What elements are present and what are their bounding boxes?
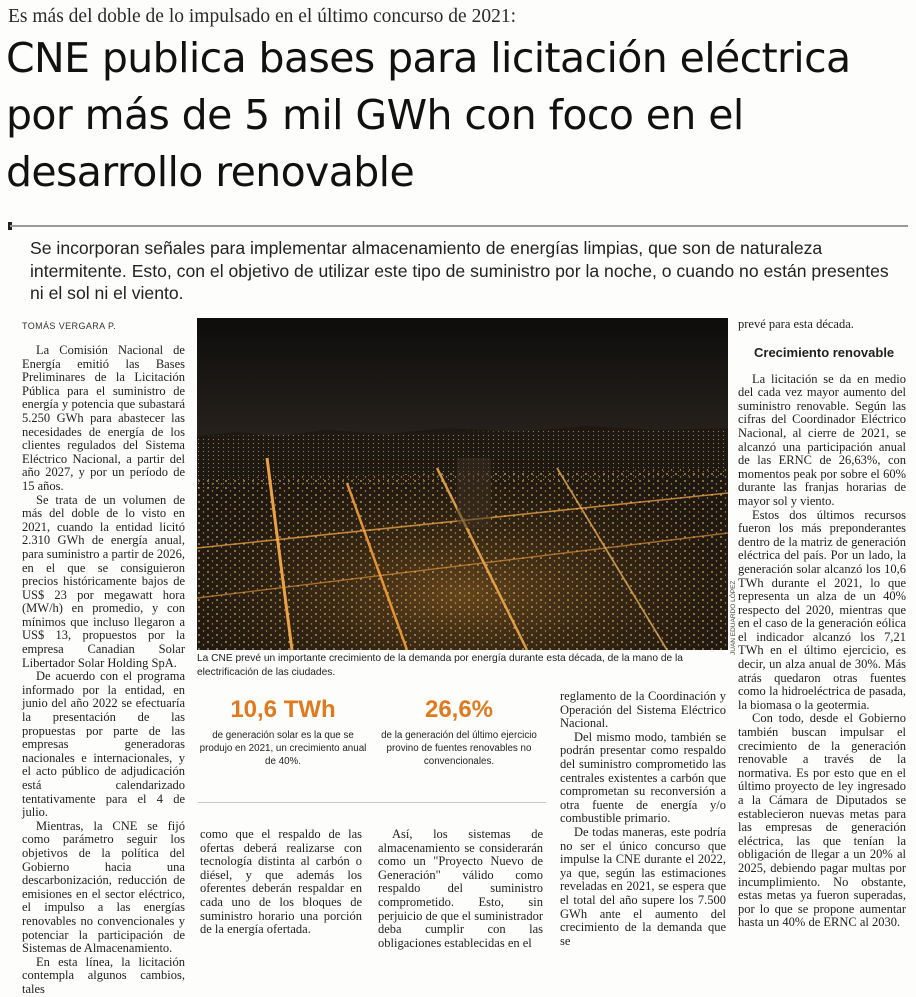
paragraph: La Comisión Nacional de Energía emitió las Bases Preliminares de la Licitación Pública para el suministro de energía y potencia que subastará 5.250 GWh para abastecer las necesidades de energía de los clientes regulados del Sistema Eléctrico Nacional, a partir del año 2027, y por un período de 15 años. <box>22 343 185 493</box>
paragraph: Mientras, la CNE se fijó como parámetro seguir los objetivos de la política del Gobierno hacia una descarbonización, reducción de emisiones en el sector eléctrico, el impulso a las energías renovables no convencionales y potenciar la participación de Sistemas de Almacenamiento. <box>22 818 185 956</box>
paragraph: Estos dos últimos recursos fueron los más preponderantes dentro de la matriz de generación eléctrica del país. Por un lado, la generación solar alcanzó los 10,6 TWh durante el 2021, lo que representa un alza de un 40% respecto del 2020, mientras que en el caso de la generación eólica el indicador alcanzó los 7,21 TWh en el último ejercicio, es decir, un alza anual de 30%. Más atrás quedaron otras fuentes como la hidroeléctrica de pasada, la biomasa o la geotermia. <box>738 507 906 712</box>
stat-solar <box>198 693 368 768</box>
article-headline: CNE publica bases para licitación eléctrica por más de 5 mil GWh con foco en el desarrollo renovable <box>6 34 851 196</box>
byline: TOMÁS VERGARA P. <box>22 321 117 331</box>
paragraph: De acuerdo con el programa informado por la entidad, en junio del año 2022 se efectuaría la presentación de las propuestas por parte de las empresas generadoras nacionales e internacionales, y el acto público de adjudicación está calendarizado tentativamente para el 4 de julio. <box>22 669 185 820</box>
city-night-photo-illustration <box>197 318 728 650</box>
paragraph: Se trata de un volumen de más del doble de lo visto en 2021, cuando la entidad licitó 2.310 GWh de energía anual, para suministro a partir de 2026, en el que se consiguieron precios históricamente bajos de US$ 23 por megawatt hora (MW/h) en promedio, y con mínimos que incluso llegaron a US$ 13, propuestos por la empresa Canadian Solar Libertador Solar Holding SpA. <box>22 492 185 670</box>
paragraph: reglamento de la Coordinación y Operación del Sistema Eléctrico Nacional. <box>560 689 726 731</box>
section-subhead: Crecimiento renovable <box>754 344 895 360</box>
paragraph: prevé para esta década. <box>738 317 854 331</box>
stat-value: 10,6 TWh <box>230 696 336 723</box>
stat-value: 26,6% <box>424 696 494 723</box>
column-4 <box>560 690 726 948</box>
paragraph: La licitación se da en medio del cada vez mayor aumento del suministro renovable. Según las cifras del Coordinador Eléctrico Nacional, al cierre de 2021, se alcanzó una participación anual de las ERNC de 26,63%, con momentos peak por sobre el 60% durante las franjas horarias de mayor sol y viento. <box>738 371 906 508</box>
stat-label: de generación solar es la que se produjo en 2021, un crecimiento anual de 40%. <box>199 730 367 767</box>
headline-divider <box>10 225 908 227</box>
city-night-photo <box>197 318 728 650</box>
paragraph: Así, los sistemas de almacenamiento se considerarán como un "Proyecto Nuevo de Generación" válido como respaldo del suministro comprometido. Esto, sin perjuicio de que el suministrador deba cumplir con las obligaciones establecidas en el <box>378 827 543 950</box>
paragraph: Del mismo modo, también se podrán presentar como respaldo del suministro comprometido las centrales existentes a carbón que comprometan su reconversión a otra fuente de energía y/o combustible primario. <box>560 729 726 826</box>
column-3 <box>378 828 543 950</box>
column-2 <box>200 828 362 937</box>
paragraph: Con todo, desde el Gobierno también buscan impulsar el crecimiento de la generación renovable a través de la normativa. Es por esto que en el último proyecto de ley ingresado a la Cámara de Diputados se establecieron nuevas metas para las empresas de generación eléctrica, las que tenían la obligación de llegar a un 20% al 2025, debiendo pagar multas por incumplimiento. No obstante, estas metas ya fueron superadas, por lo que se propone aumentar hasta un 40% de ERNC al 2030. <box>738 711 906 930</box>
stat-ernc <box>374 693 544 768</box>
article-kicker: Es más del doble de lo impulsado en el último concurso de 2021: <box>8 6 516 27</box>
photo-caption: La CNE prevé un importante crecimiento de la demanda por energía durante esta década, de la mano de la electrificación de las ciudades. <box>197 653 683 678</box>
article-deck: Se incorporan señales para implementar almacenamiento de energías limpias, que son de naturaleza intermitente. Esto, con el objetivo de utilizar este tipo de suministro por la noche, o cuando no están presentes ni el sol ni el viento. <box>30 238 889 303</box>
stats-box <box>198 693 546 803</box>
paragraph: como que el respaldo de las ofertas deberá realizarse con tecnología distinta al carbón o diésel, y que además los oferentes deberán respaldar en cada uno de los bloques de suministro horario una porción de la energía ofertada. <box>200 827 362 937</box>
column-1 <box>22 344 185 997</box>
paragraph: De todas maneras, este podría no ser el único concurso que impulse la CNE durante el 2022, ya que, según las estimaciones reveladas en 2021, se espera que el total del año supere los 7.500 GWh ante el aumento del crecimiento de la demanda que se <box>560 824 726 948</box>
paragraph: En esta línea, la licitación contempla algunos cambios, tales <box>22 954 185 996</box>
column-5 <box>738 318 906 930</box>
stat-label: de la generación del último ejercicio provino de fuentes renovables no convencionales. <box>381 730 537 767</box>
photo-credit: JUAN EDUARDO LÓPEZ <box>730 580 737 655</box>
